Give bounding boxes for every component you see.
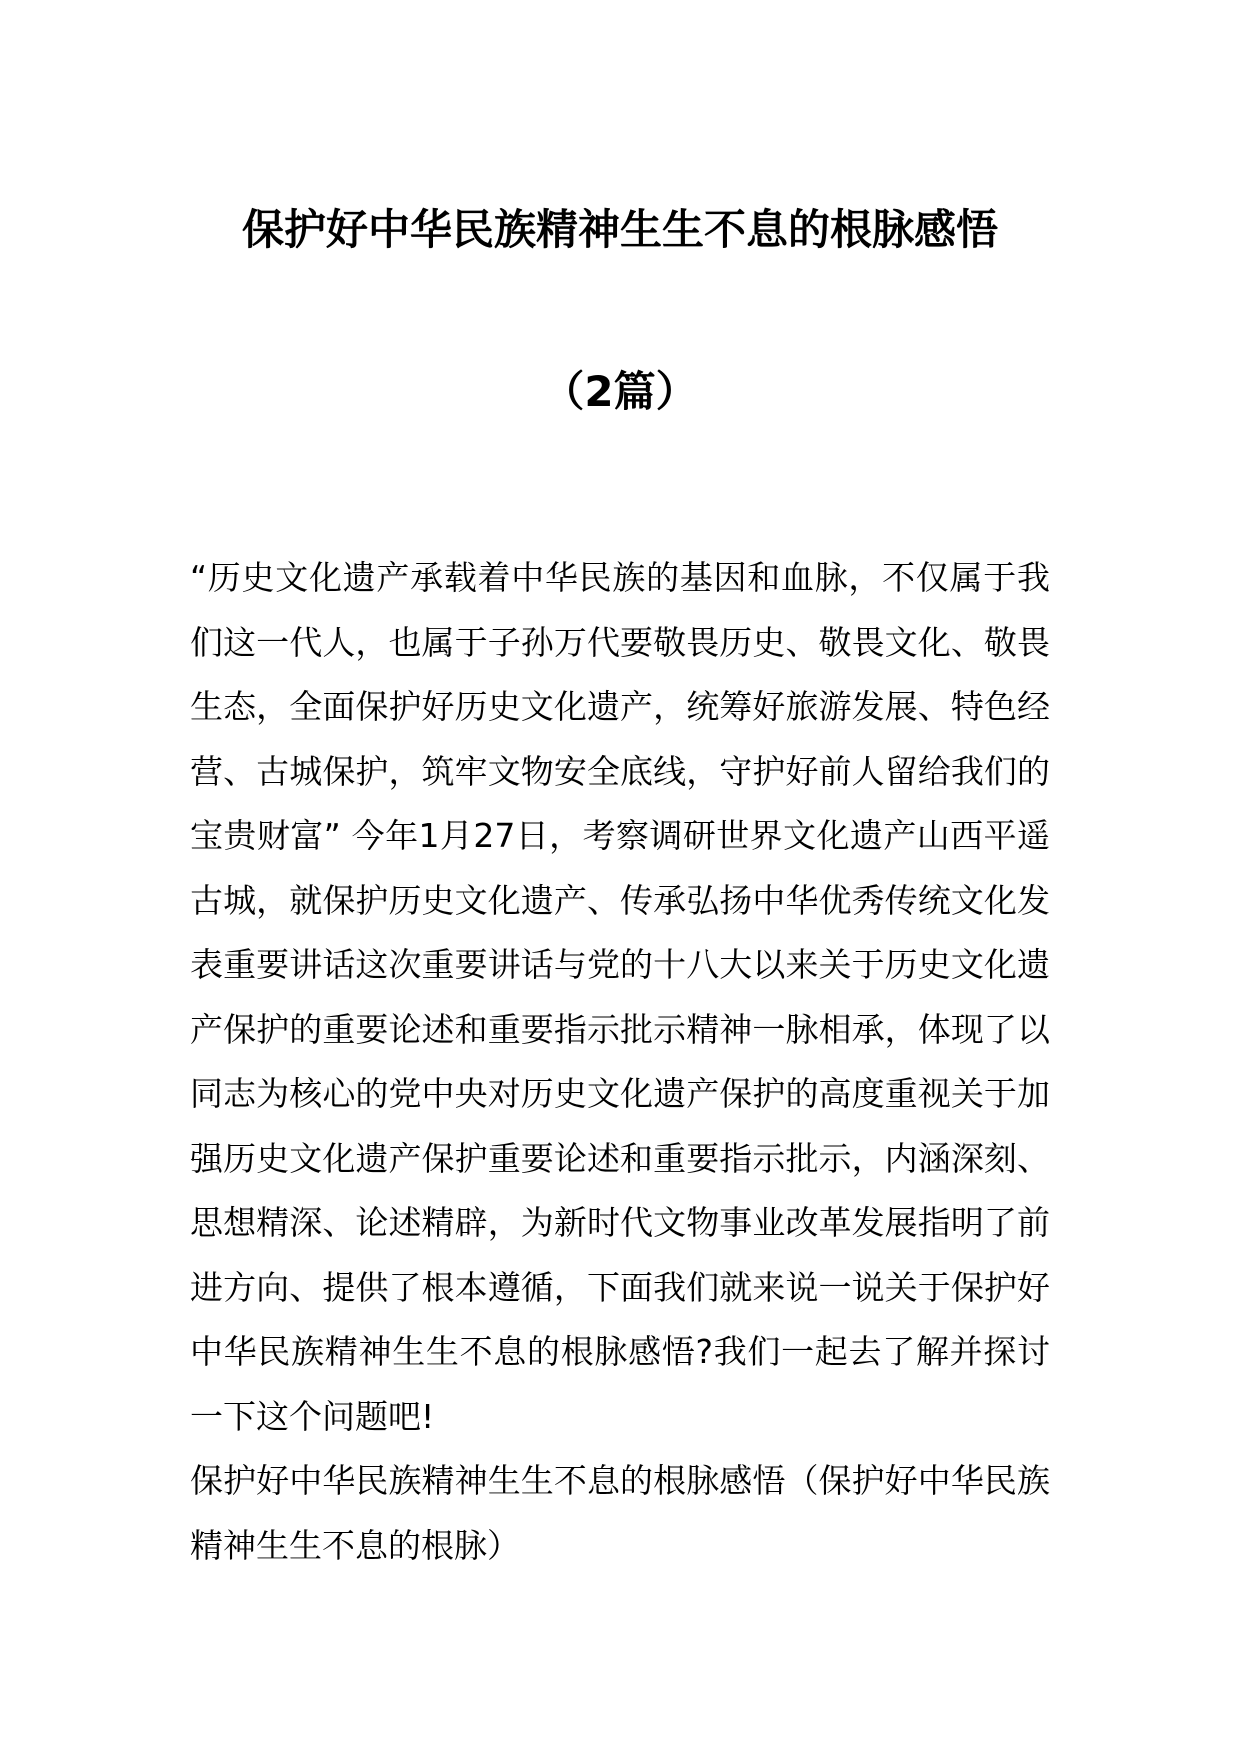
document-body [190, 546, 1050, 1578]
body-paragraph-intro: “历史文化遗产承载着中华民族的基因和血脉，不仅属于我们这一代人，也属于子孙万代要敬畏历史、敬畏文化、敬畏生态，全面保护好历史文化遗产，统筹好旅游发展、特色经营、古城保护，筑牢文物安全底线，守护好前人留给我们的宝贵财富” 今年1月27日，考察调研世界文化遗产山西平遥古城，就保护历史文化遗产、传承弘扬中华优秀传统文化发表重要讲话这次重要讲话与党的十八大以来关于历史文化遗产保护的重要论述和重要指示批示精神一脉相承，体现了以同志为核心的党中央对历史文化遗产保护的高度重视关于加强历史文化遗产保护重要论述和重要指示批示，内涵深刻、思想精深、论述精辟，为新时代文物事业改革发展指明了前进方向、提供了根本遵循，下面我们就来说一说关于保护好中华民族精神生生不息的根脉感悟?我们一起去了解并探讨一下这个问题吧! [190, 558, 1050, 1436]
document-title: 保护好中华民族精神生生不息的根脉感悟 [241, 205, 998, 254]
body-paragraph-heading: 保护好中华民族精神生生不息的根脉感悟（保护好中华民族精神生生不息的根脉） [190, 1461, 1050, 1565]
document-subtitle: （2篇） [542, 367, 698, 416]
